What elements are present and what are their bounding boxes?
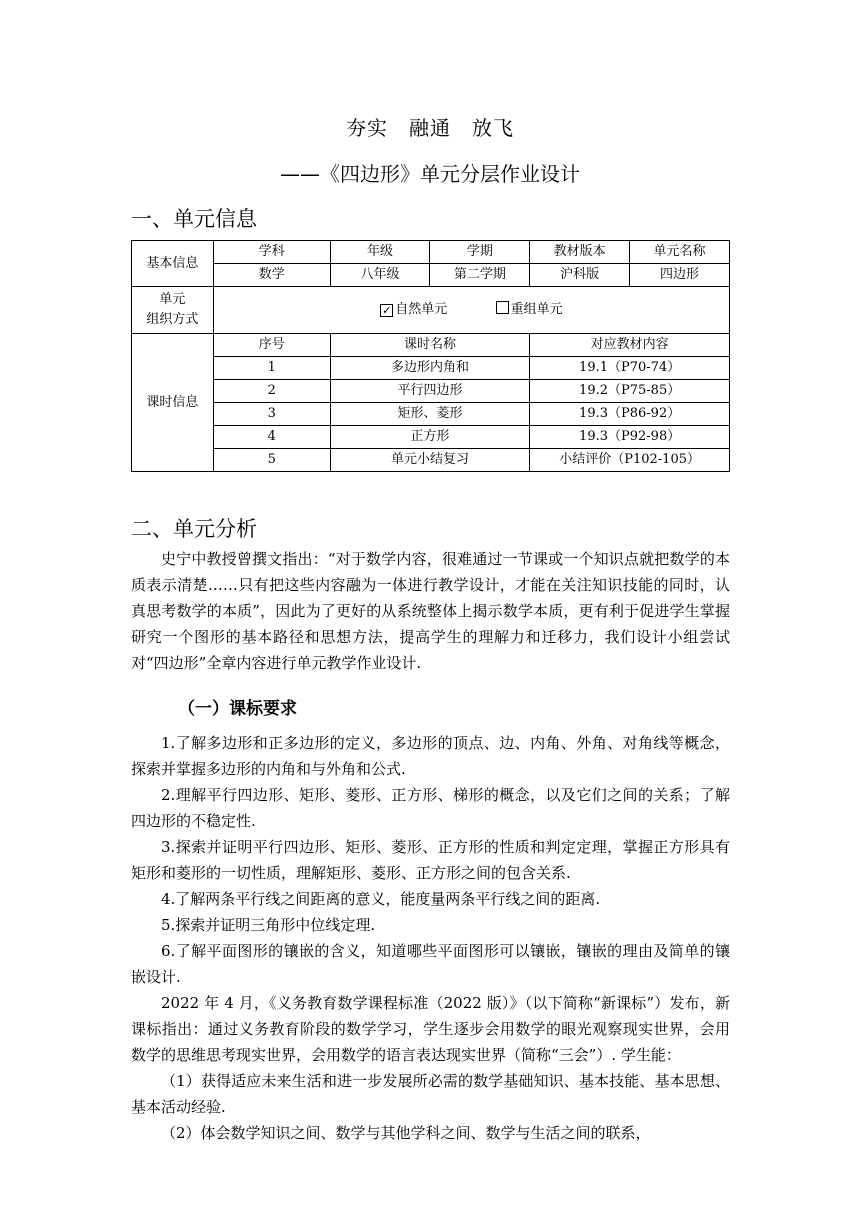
lesson-content: 19.3（P92-98） xyxy=(530,426,730,449)
lesson-name: 平行四边形 xyxy=(330,380,530,403)
header-term: 学期 xyxy=(430,241,530,264)
value-grade: 八年级 xyxy=(330,264,430,287)
lesson-no: 1 xyxy=(213,357,330,380)
standard-paragraph: 2022 年 4 月，《义务教育数学课程标准（2022 版）》（以下简称“新课标”）发布，新课标指出：通过义务教育阶段的数学学习，学生逐步会用数学的眼光观察现实世界，会用数学的思维思考现实世界，会用数学的语言表达现实世界（简称“三会”）. 学生能： xyxy=(131,994,730,1064)
lesson-row xyxy=(132,380,730,403)
lesson-header-no: 序号 xyxy=(213,334,330,357)
lesson-header-name: 课时名称 xyxy=(330,334,530,357)
lesson-no: 4 xyxy=(213,426,330,449)
header-subject: 学科 xyxy=(213,241,330,264)
org-options xyxy=(213,287,729,334)
intro-text: 史宁中教授曾撰文指出：“对于数学内容，很难通过一节课或一个知识点就把数学的本质表示清楚……只有把这些内容融为一体进行教学设计，才能在关注知识技能的同时，认真思考数学的本质”，因此为了更好的从系统整体上揭示数学本质，更有利于促进学生掌握研究一个图形的基本路径和思想方法，提高学生的理解力和迁移力，我们设计小组尝试对“四边形”全章内容进行单元教学作业设计. xyxy=(131,550,730,672)
subsection-heading-standards: （一）课标要求 xyxy=(178,699,297,719)
org-label-line1: 单元 xyxy=(159,292,186,307)
unit-info-table xyxy=(131,240,730,472)
list-item: 6.了解平面图形的镶嵌的含义，知道哪些平面图形可以镶嵌，镶嵌的理由及简单的镶嵌设计. xyxy=(131,942,730,986)
lesson-name: 多边形内角和 xyxy=(330,357,530,380)
lesson-name: 正方形 xyxy=(330,426,530,449)
list-item: 5.探索并证明三角形中位线定理. xyxy=(161,916,376,934)
natural-unit-checkbox[interactable]: ✓ xyxy=(382,304,392,317)
document-subtitle: ——《四边形》单元分层作业设计 xyxy=(280,162,580,186)
lesson-content: 19.2（P75-85） xyxy=(530,380,730,403)
lesson-row xyxy=(132,426,730,449)
lesson-row xyxy=(132,357,730,380)
header-grade: 年级 xyxy=(330,241,430,264)
lesson-content: 19.1（P70-74） xyxy=(530,357,730,380)
intro-paragraph xyxy=(131,546,730,676)
value-term: 第二学期 xyxy=(430,264,530,287)
lesson-no: 2 xyxy=(213,380,330,403)
regroup-unit-checkbox[interactable] xyxy=(496,301,509,314)
value-edition: 沪科版 xyxy=(530,264,630,287)
natural-unit-label: 自然单元 xyxy=(395,302,448,317)
value-subject: 数学 xyxy=(213,264,330,287)
header-unit-name: 单元名称 xyxy=(630,241,730,264)
point-item: （2）体会数学知识之间、数学与其他学科之间、数学与生活之间的联系， xyxy=(161,1124,651,1142)
org-label-line2: 组织方式 xyxy=(146,312,199,327)
lesson-name: 矩形、菱形 xyxy=(330,403,530,426)
lesson-info-label: 课时信息 xyxy=(132,334,214,472)
section-heading-unit-info: 一、单元信息 xyxy=(131,207,257,231)
lesson-no: 5 xyxy=(213,449,330,472)
lesson-content: 小结评价（P102-105） xyxy=(530,449,730,472)
lesson-content: 19.3（P86-92） xyxy=(530,403,730,426)
list-item: 4.了解两条平行线之间距离的意义，能度量两条平行线之间的距离. xyxy=(161,890,601,908)
regroup-unit-label: 重组单元 xyxy=(510,302,563,317)
lesson-header-content: 对应教材内容 xyxy=(530,334,730,357)
header-edition: 教材版本 xyxy=(530,241,630,264)
basic-info-label: 基本信息 xyxy=(132,241,214,287)
document-title: 夯实 融通 放飞 xyxy=(346,116,514,140)
standards-list xyxy=(131,730,730,1146)
org-label xyxy=(132,287,214,334)
lesson-name: 单元小结复习 xyxy=(330,449,530,472)
lesson-row xyxy=(132,403,730,426)
section-heading-unit-analysis: 二、单元分析 xyxy=(131,517,257,541)
value-unit-name: 四边形 xyxy=(630,264,730,287)
list-item: 3.探索并证明平行四边形、矩形、菱形、正方形的性质和判定定理，掌握正方形具有矩形和菱形的一切性质，理解矩形、菱形、正方形之间的包含关系. xyxy=(131,838,730,882)
list-item: 1.了解多边形和正多边形的定义，多边形的顶点、边、内角、外角、对角线等概念，探索并掌握多边形的内角和与外角和公式. xyxy=(131,734,730,778)
point-item: （1）获得适应未来生活和进一步发展所必需的数学基础知识、基本技能、基本思想、基本活动经验. xyxy=(131,1072,730,1116)
list-item: 2.理解平行四边形、矩形、菱形、正方形、梯形的概念，以及它们之间的关系；了解四边形的不稳定性. xyxy=(131,786,730,830)
lesson-no: 3 xyxy=(213,403,330,426)
lesson-row xyxy=(132,449,730,472)
